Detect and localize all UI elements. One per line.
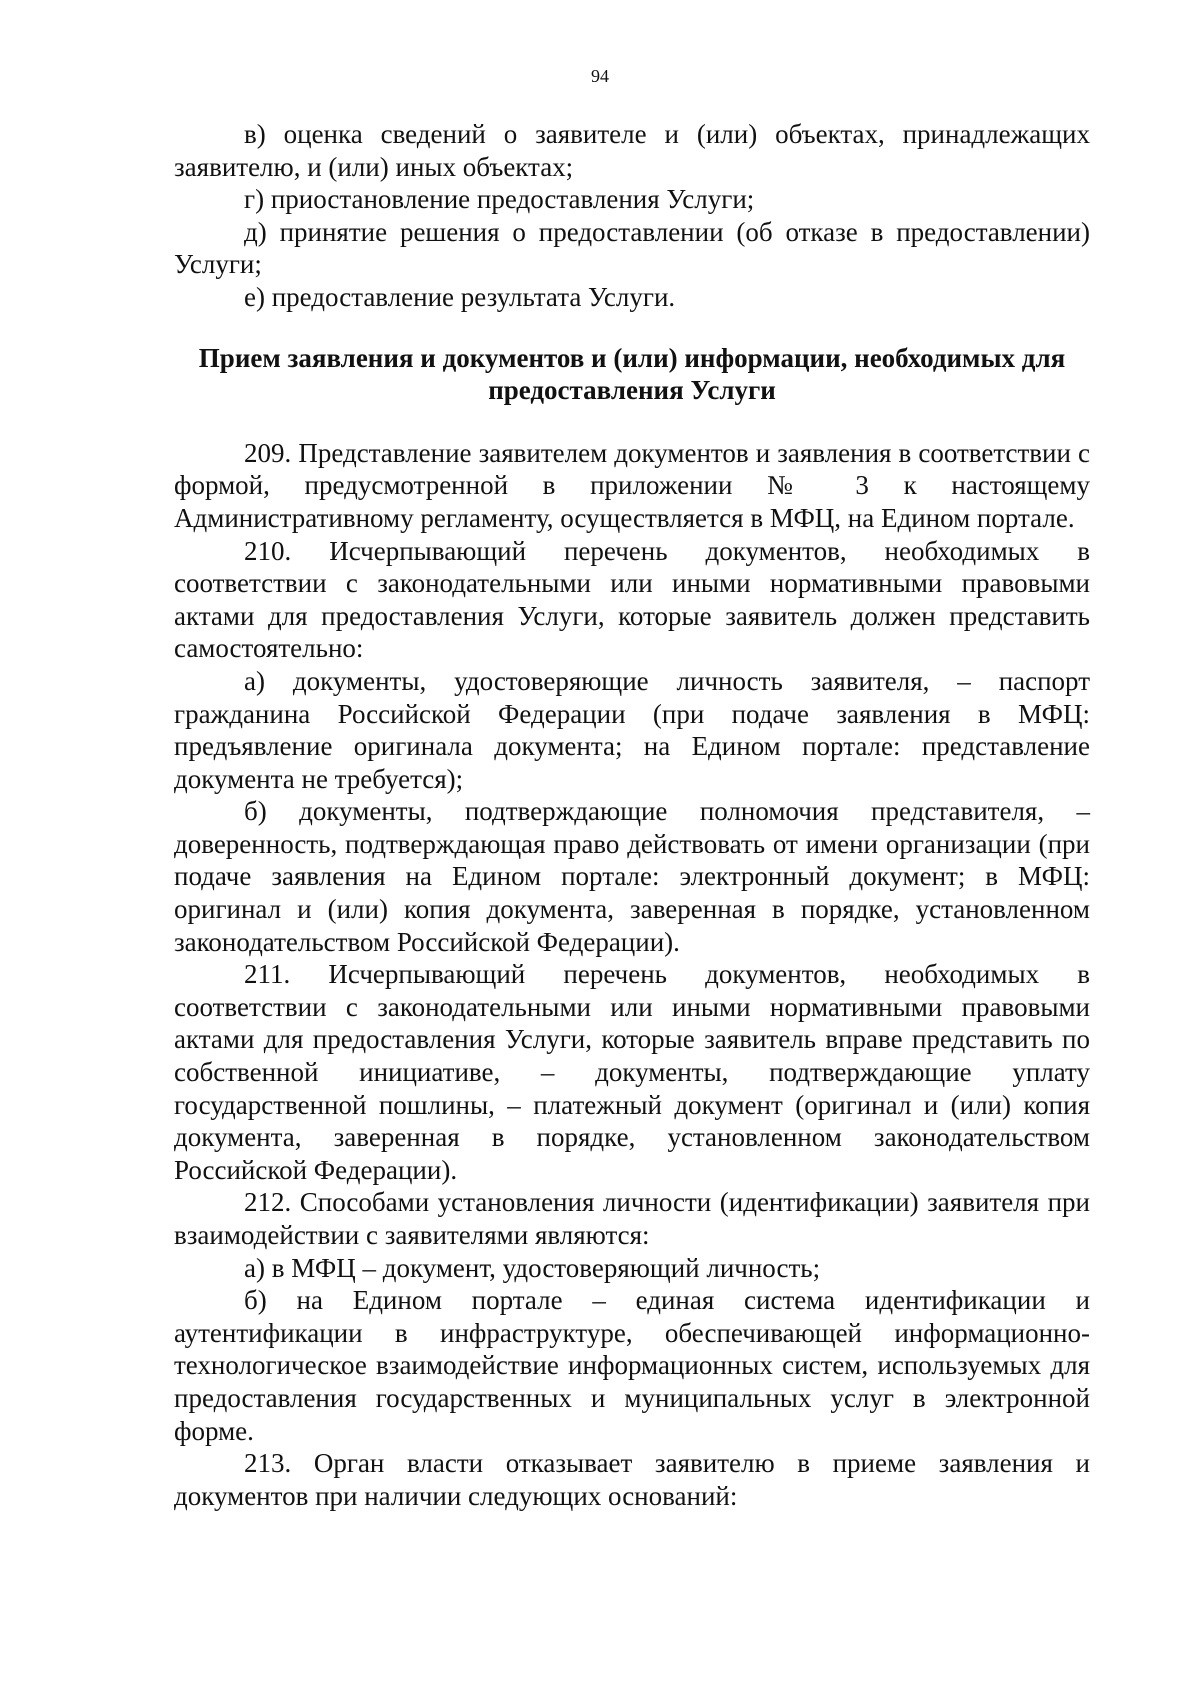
paragraph-209: 209. Представление заявителем документов и заявления в соответствии с формой, предусмотренной в приложении № 3 к настоящему Административному регламенту, осуществляется в МФЦ, на Едином портале. <box>174 437 1090 533</box>
paragraph-212: 212. Способами установления личности (идентификации) заявителя при взаимодействии с заявителями являются: <box>174 1187 1090 1250</box>
paragraph-212-a: а) в МФЦ – документ, удостоверяющий личность; <box>244 1252 821 1283</box>
paragraph-211: 211. Исчерпывающий перечень документов, необходимых в соответствии с законодательными или иными нормативными правовыми актами для предоставления Услуги, которые заявитель вправе представить по собственной инициативе, – документы, подтверждающие уплату государственной пошлины, – платежный документ (оригинал и (или) копия документа, заверенная в порядке, установленном законодательством Российской Федерации). <box>174 959 1090 1185</box>
list-item-v: в) оценка сведений о заявителе и (или) объектах, принадлежащих заявителю, и (или) иных объектах; <box>174 119 1090 182</box>
paragraph-213: 213. Орган власти отказывает заявителю в приеме заявления и документов при наличии следующих оснований: <box>174 1448 1090 1511</box>
paragraph-212-b: б) на Едином портале – единая система идентификации и аутентификации в инфраструктуре, обеспечивающей информационно-технологическое взаимодействие информационных систем, используемых для предоставления государственных и муниципальных услуг в электронной форме. <box>174 1285 1090 1446</box>
intro-list <box>174 118 1090 314</box>
list-item-g: г) приостановление предоставления Услуги; <box>244 184 755 215</box>
section-heading: Прием заявления и документов и (или) информации, необходимых для предоставления Услуги <box>198 342 1066 406</box>
paragraph-210-b: б) документы, подтверждающие полномочия представителя, – доверенность, подтверждающая право действовать от имени организации (при подаче заявления на Едином портале: электронный документ; в МФЦ: оригинал и (или) копия документа, заверенная в порядке, установленном законодательством Российской Федерации). <box>174 796 1090 957</box>
page-number: 94 <box>591 66 609 86</box>
list-item-d: д) принятие решения о предоставлении (об отказе в предоставлении) Услуги; <box>174 216 1090 280</box>
section-body <box>174 437 1090 1513</box>
page-content <box>174 118 1090 1512</box>
paragraph-210-a: а) документы, удостоверяющие личность заявителя, – паспорт гражданина Российской Федерации (при подаче заявления в МФЦ: предъявление оригинала документа; на Едином портале: представление документа не требуется); <box>174 665 1090 794</box>
paragraph-210: 210. Исчерпывающий перечень документов, необходимых в соответствии с законодательными или иными нормативными правовыми актами для предоставления Услуги, которые заявитель должен представить самостоятельно: <box>174 535 1090 664</box>
list-item-e: е) предоставление результата Услуги. <box>244 281 676 312</box>
